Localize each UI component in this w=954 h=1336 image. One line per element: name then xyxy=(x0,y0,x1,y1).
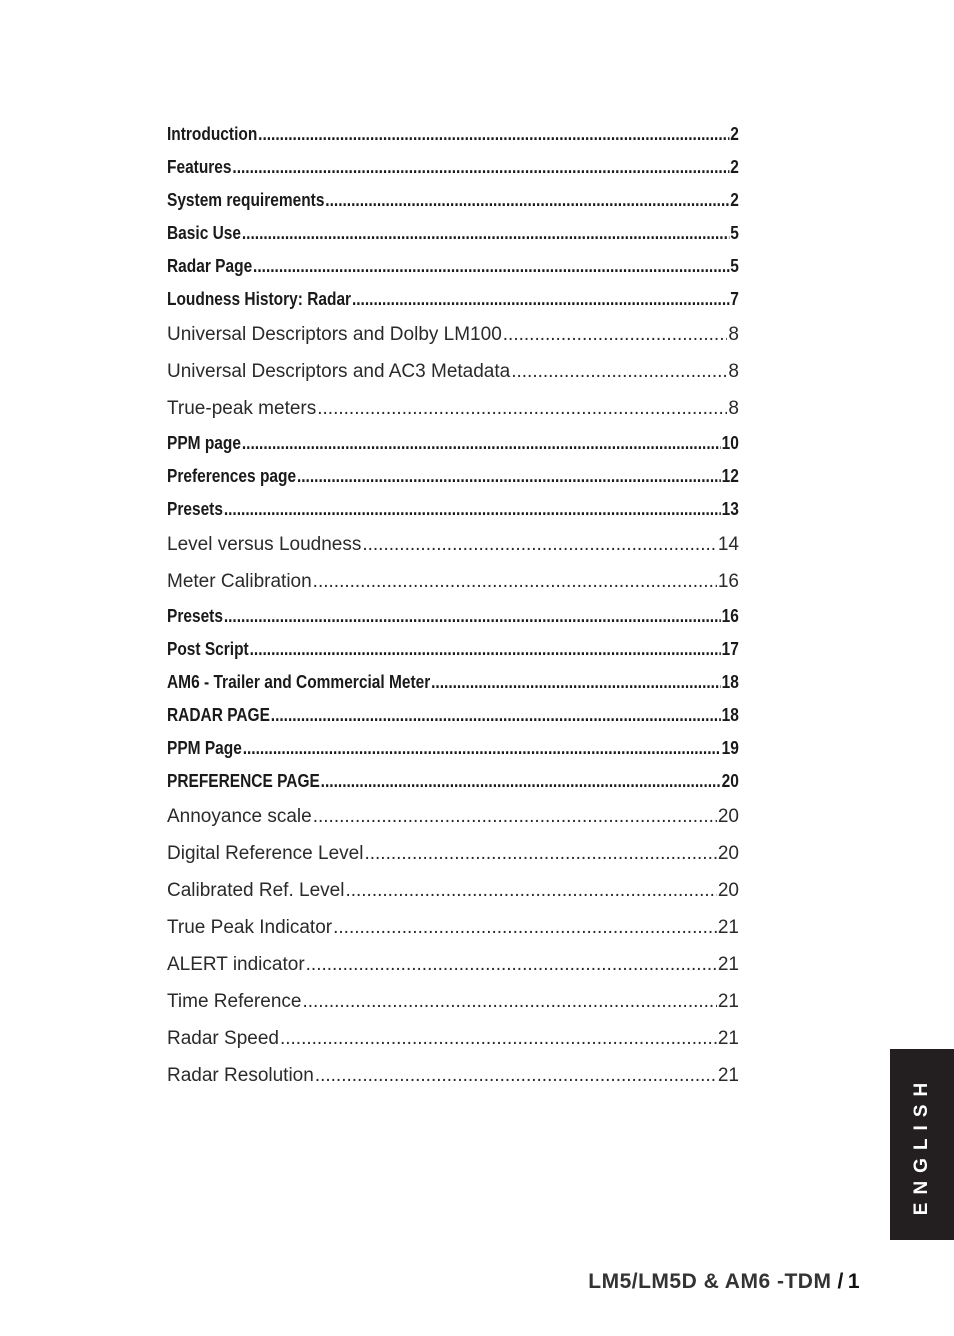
toc-entry-page: 12 xyxy=(721,466,739,486)
toc-entry-title: True-peak meters xyxy=(167,398,317,419)
dot-leader xyxy=(321,765,721,798)
toc-entry-title: Loudness History: Radar xyxy=(167,289,352,309)
dot-leader xyxy=(333,909,717,946)
toc-entry[interactable] xyxy=(167,526,739,563)
toc-entry[interactable] xyxy=(167,316,739,353)
toc-entry-title: Radar Resolution xyxy=(167,1065,314,1086)
dot-leader xyxy=(352,283,729,316)
toc-entry[interactable] xyxy=(167,600,739,633)
toc-entry[interactable] xyxy=(167,151,739,184)
toc-entry-title: Level versus Loudness xyxy=(167,534,362,555)
toc-entry-title: PREFERENCE PAGE xyxy=(167,771,320,791)
dot-leader xyxy=(250,633,721,666)
toc-entry-title: Presets xyxy=(167,499,223,519)
toc-entry-title: PPM Page xyxy=(167,738,242,758)
dot-leader xyxy=(280,1020,717,1057)
toc-entry-title: System requirements xyxy=(167,190,325,210)
page-footer xyxy=(588,1270,860,1294)
toc-entry[interactable] xyxy=(167,118,739,151)
toc-entry-page: 20 xyxy=(717,806,739,827)
toc-entry[interactable] xyxy=(167,427,739,460)
toc-entry-title: Radar Page xyxy=(167,256,253,276)
toc-entry-title: Meter Calibration xyxy=(167,571,312,592)
dot-leader xyxy=(325,184,729,217)
toc-entry-page: 19 xyxy=(721,738,739,758)
language-tab xyxy=(890,1049,954,1240)
toc-entry[interactable] xyxy=(167,353,739,390)
toc-entry-page: 2 xyxy=(730,157,739,177)
dot-leader xyxy=(364,835,716,872)
dot-leader xyxy=(253,250,729,283)
dot-leader xyxy=(313,798,717,835)
toc-entry-page: 2 xyxy=(730,124,739,144)
dot-leader xyxy=(243,732,721,765)
dot-leader xyxy=(315,1057,717,1094)
dot-leader xyxy=(511,353,727,390)
dot-leader xyxy=(232,151,729,184)
dot-leader xyxy=(224,493,721,526)
page-number: 1 xyxy=(847,1270,860,1293)
toc-entry-title: RADAR PAGE xyxy=(167,705,270,725)
toc-entry[interactable] xyxy=(167,250,739,283)
dot-leader xyxy=(313,563,717,600)
toc-entry-page: 14 xyxy=(717,534,739,555)
toc-entry-title: AM6 - Trailer and Commercial Meter xyxy=(167,672,431,692)
dot-leader xyxy=(503,316,728,353)
dot-leader xyxy=(242,427,721,460)
toc-entry-title: Basic Use xyxy=(167,223,242,243)
dot-leader xyxy=(306,946,717,983)
toc-entry-title: Post Script xyxy=(167,639,249,659)
toc-entry-page: 21 xyxy=(717,991,739,1012)
toc-entry[interactable] xyxy=(167,946,739,983)
toc-entry-page: 2 xyxy=(730,190,739,210)
toc-entry-title: Annoyance scale xyxy=(167,806,312,827)
toc-entry[interactable] xyxy=(167,765,739,798)
language-tab-label: ENGLISH xyxy=(911,1074,932,1215)
dot-leader xyxy=(242,217,730,250)
dot-leader xyxy=(271,699,721,732)
toc-entry-title: ALERT indicator xyxy=(167,954,305,975)
toc-entry[interactable] xyxy=(167,283,739,316)
toc-entry-page: 8 xyxy=(728,398,739,419)
toc-entry[interactable] xyxy=(167,184,739,217)
toc-entry-page: 21 xyxy=(717,954,739,975)
dot-leader xyxy=(317,390,727,427)
toc-entry-page: 17 xyxy=(721,639,739,659)
toc-entry[interactable] xyxy=(167,699,739,732)
dot-leader xyxy=(258,118,729,151)
dot-leader xyxy=(431,666,721,699)
dot-leader xyxy=(224,600,721,633)
toc-entry[interactable] xyxy=(167,732,739,765)
toc-entry-page: 21 xyxy=(717,1028,739,1049)
toc-entry[interactable] xyxy=(167,983,739,1020)
toc-entry-page: 13 xyxy=(721,499,739,519)
toc-entry-title: Presets xyxy=(167,606,223,626)
toc-entry[interactable] xyxy=(167,798,739,835)
dot-leader xyxy=(297,460,721,493)
toc-entry[interactable] xyxy=(167,1057,739,1094)
footer-product-name: LM5/LM5D & AM6 -TDM xyxy=(588,1270,832,1293)
toc-entry[interactable] xyxy=(167,835,739,872)
toc-entry[interactable] xyxy=(167,390,739,427)
toc-entry-title: Introduction xyxy=(167,124,258,144)
toc-entry-title: Features xyxy=(167,157,232,177)
toc-entry-title: Universal Descriptors and AC3 Metadata xyxy=(167,361,511,382)
toc-entry-page: 20 xyxy=(721,771,739,791)
toc-entry[interactable] xyxy=(167,666,739,699)
dot-leader xyxy=(302,983,716,1020)
toc-entry-page: 20 xyxy=(717,880,739,901)
toc-entry[interactable] xyxy=(167,460,739,493)
toc-entry-page: 16 xyxy=(717,571,739,592)
dot-leader xyxy=(345,872,716,909)
toc-entry-page: 18 xyxy=(721,672,739,692)
toc-entry-page: 5 xyxy=(730,256,739,276)
toc-entry-page: 8 xyxy=(728,361,739,382)
toc-entry-title: Calibrated Ref. Level xyxy=(167,880,345,901)
toc-entry-title: PPM page xyxy=(167,433,241,453)
toc-entry[interactable] xyxy=(167,563,739,600)
toc-entry-title: Digital Reference Level xyxy=(167,843,364,864)
toc-entry-title: Universal Descriptors and Dolby LM100 xyxy=(167,324,502,345)
toc-entry[interactable] xyxy=(167,217,739,250)
toc-entry[interactable] xyxy=(167,872,739,909)
toc-entry-title: True Peak Indicator xyxy=(167,917,333,938)
toc-entry-title: Radar Speed xyxy=(167,1028,279,1049)
toc-entry[interactable] xyxy=(167,493,739,526)
toc-entry[interactable] xyxy=(167,1020,739,1057)
toc-entry-page: 5 xyxy=(730,223,739,243)
toc-entry-page: 7 xyxy=(730,289,739,309)
dot-leader xyxy=(362,526,717,563)
toc-entry-page: 18 xyxy=(721,705,739,725)
toc-entry-title: Preferences page xyxy=(167,466,297,486)
toc-entry[interactable] xyxy=(167,909,739,946)
toc-entry-page: 16 xyxy=(721,606,739,626)
footer-separator: / xyxy=(837,1270,844,1293)
table-of-contents xyxy=(167,118,739,1094)
toc-entry-page: 20 xyxy=(717,843,739,864)
toc-entry-title: Time Reference xyxy=(167,991,302,1012)
toc-entry-page: 21 xyxy=(717,917,739,938)
toc-entry-page: 8 xyxy=(728,324,739,345)
toc-entry[interactable] xyxy=(167,633,739,666)
toc-entry-page: 10 xyxy=(721,433,739,453)
toc-entry-page: 21 xyxy=(717,1065,739,1086)
